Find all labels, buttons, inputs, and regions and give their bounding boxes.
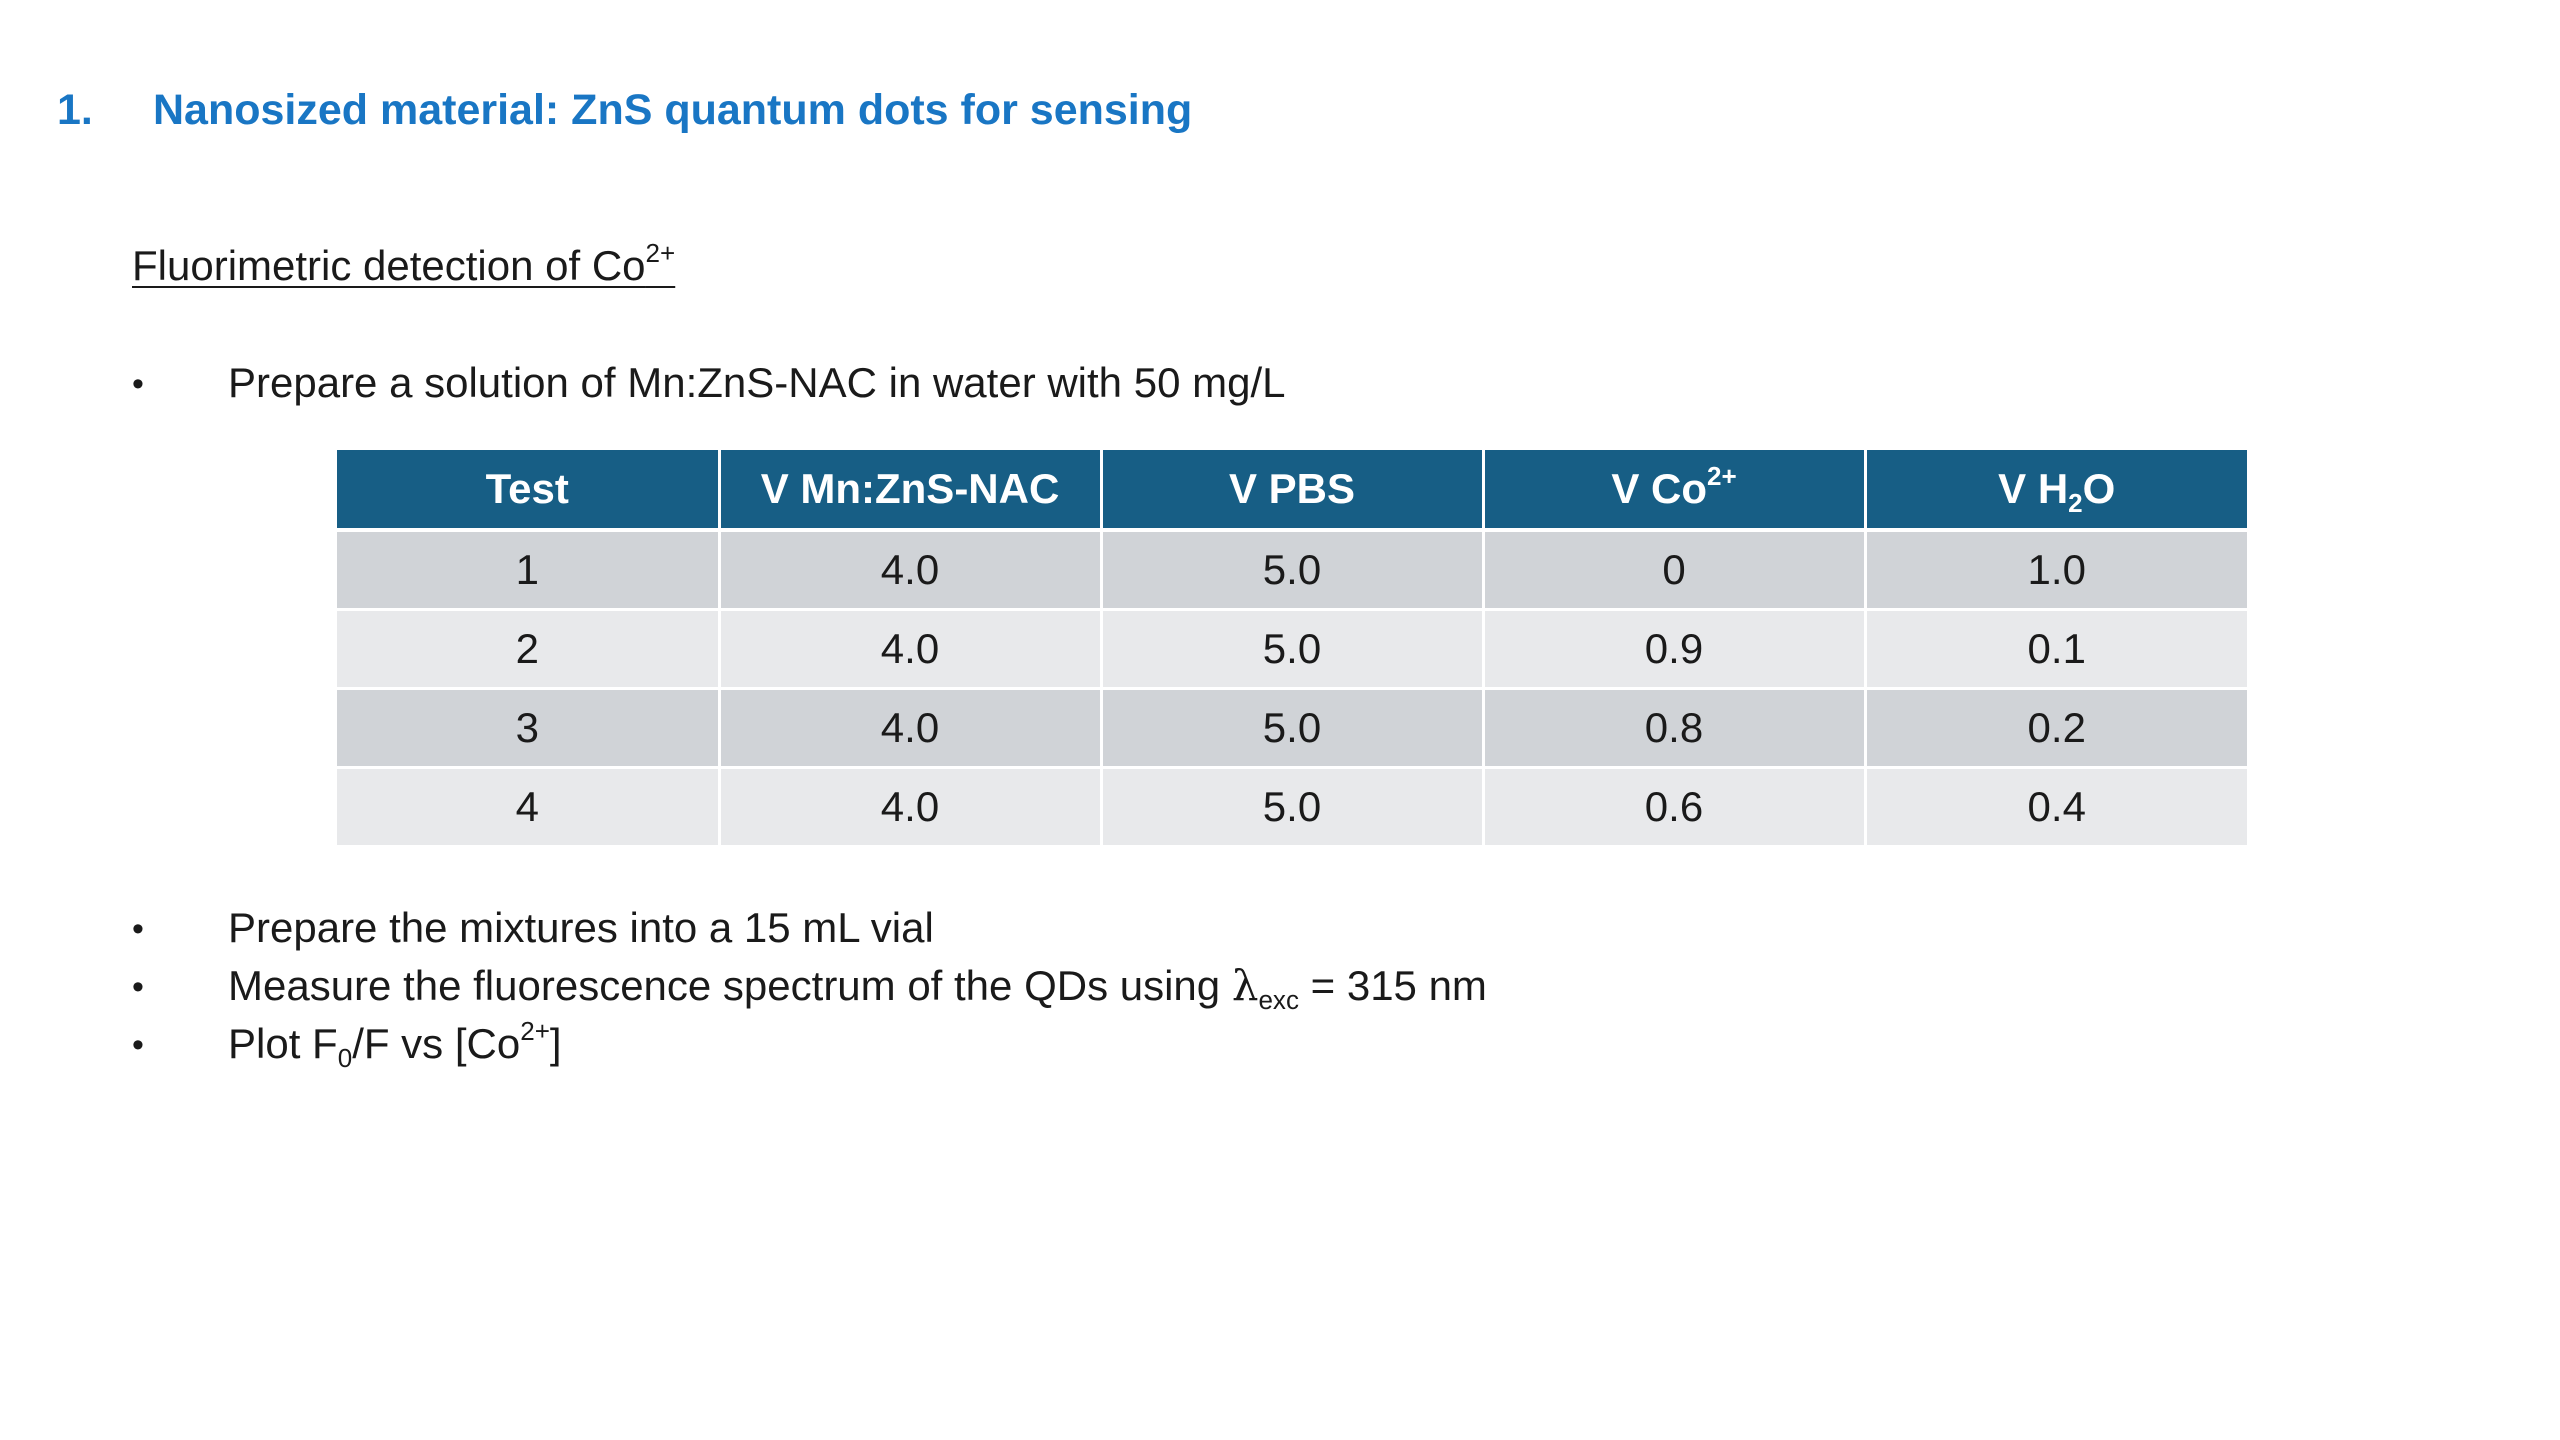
section-heading	[57, 80, 1192, 140]
bullet-item-measure	[132, 957, 1487, 1016]
cell-v-h2o: 0.1	[1865, 610, 2247, 689]
bullet-text: Prepare a solution of Mn:ZnS-NAC in water with 50 mg/L	[228, 359, 1286, 406]
bullet-dot-icon: •	[132, 365, 144, 403]
cell-test: 2	[337, 610, 719, 689]
header-v-pbs: V PBS	[1101, 450, 1483, 530]
cell-v-mn: 4.0	[719, 768, 1101, 847]
cell-v-co: 0.9	[1483, 610, 1865, 689]
cell-test: 1	[337, 530, 719, 610]
table-header-row	[337, 450, 2247, 530]
header-v-h2o-suffix: O	[2082, 465, 2116, 512]
cell-v-pbs: 5.0	[1101, 530, 1483, 610]
lambda-subscript: exc	[1258, 985, 1299, 1016]
bullet-text-suffix: = 315 nm	[1298, 962, 1487, 1009]
cell-v-mn: 4.0	[719, 689, 1101, 768]
co-superscript: 2+	[520, 1015, 550, 1046]
bullet-text: Plot F	[228, 1020, 338, 1067]
bullet-text-suffix: ]	[549, 1020, 562, 1067]
header-v-co-text: V Co	[1611, 465, 1707, 512]
cell-v-mn: 4.0	[719, 530, 1101, 610]
mixture-table	[337, 450, 2247, 848]
f0-subscript: 0	[337, 1043, 353, 1074]
table-row	[337, 530, 2247, 610]
subsection-title-text: Fluorimetric detection of Co	[132, 242, 646, 289]
subsection-title	[132, 236, 675, 296]
header-v-mn-zns-nac: V Mn:ZnS-NAC	[719, 450, 1101, 530]
header-v-co-superscript: 2+	[1706, 460, 1737, 491]
subsection-title-superscript: 2+	[645, 237, 676, 268]
bullet-dot-icon: •	[132, 1026, 144, 1064]
bullet-dot-icon: •	[132, 910, 144, 948]
section-number: 1.	[57, 86, 93, 134]
section-title: Nanosized material: ZnS quantum dots for sensing	[153, 86, 1193, 134]
header-v-h2o-text: V H	[1998, 465, 2069, 512]
bullet-text-mid: /F vs [Co	[352, 1020, 521, 1067]
cell-v-pbs: 5.0	[1101, 689, 1483, 768]
header-v-co	[1483, 450, 1865, 530]
bullet-item-mixtures	[132, 899, 934, 958]
header-v-h2o-subscript: 2	[2068, 488, 2083, 519]
bullet-text: Prepare the mixtures into a 15 mL vial	[228, 904, 934, 951]
cell-test: 3	[337, 689, 719, 768]
cell-v-co: 0.6	[1483, 768, 1865, 847]
cell-v-pbs: 5.0	[1101, 768, 1483, 847]
table-row	[337, 689, 2247, 768]
cell-v-h2o: 0.4	[1865, 768, 2247, 847]
cell-v-pbs: 5.0	[1101, 610, 1483, 689]
cell-v-h2o: 1.0	[1865, 530, 2247, 610]
bullet-dot-icon: •	[132, 968, 144, 1006]
cell-v-co: 0.8	[1483, 689, 1865, 768]
table-row	[337, 768, 2247, 847]
header-test: Test	[337, 450, 719, 530]
lambda-symbol: λ	[1231, 961, 1259, 1010]
bullet-text: Measure the fluorescence spectrum of the QDs using	[228, 962, 1232, 1009]
bullet-item-plot	[132, 1015, 562, 1074]
cell-v-co: 0	[1483, 530, 1865, 610]
cell-v-mn: 4.0	[719, 610, 1101, 689]
table-row	[337, 610, 2247, 689]
cell-v-h2o: 0.2	[1865, 689, 2247, 768]
cell-test: 4	[337, 768, 719, 847]
bullet-item-solution	[132, 354, 1285, 413]
header-v-h2o	[1865, 450, 2247, 530]
